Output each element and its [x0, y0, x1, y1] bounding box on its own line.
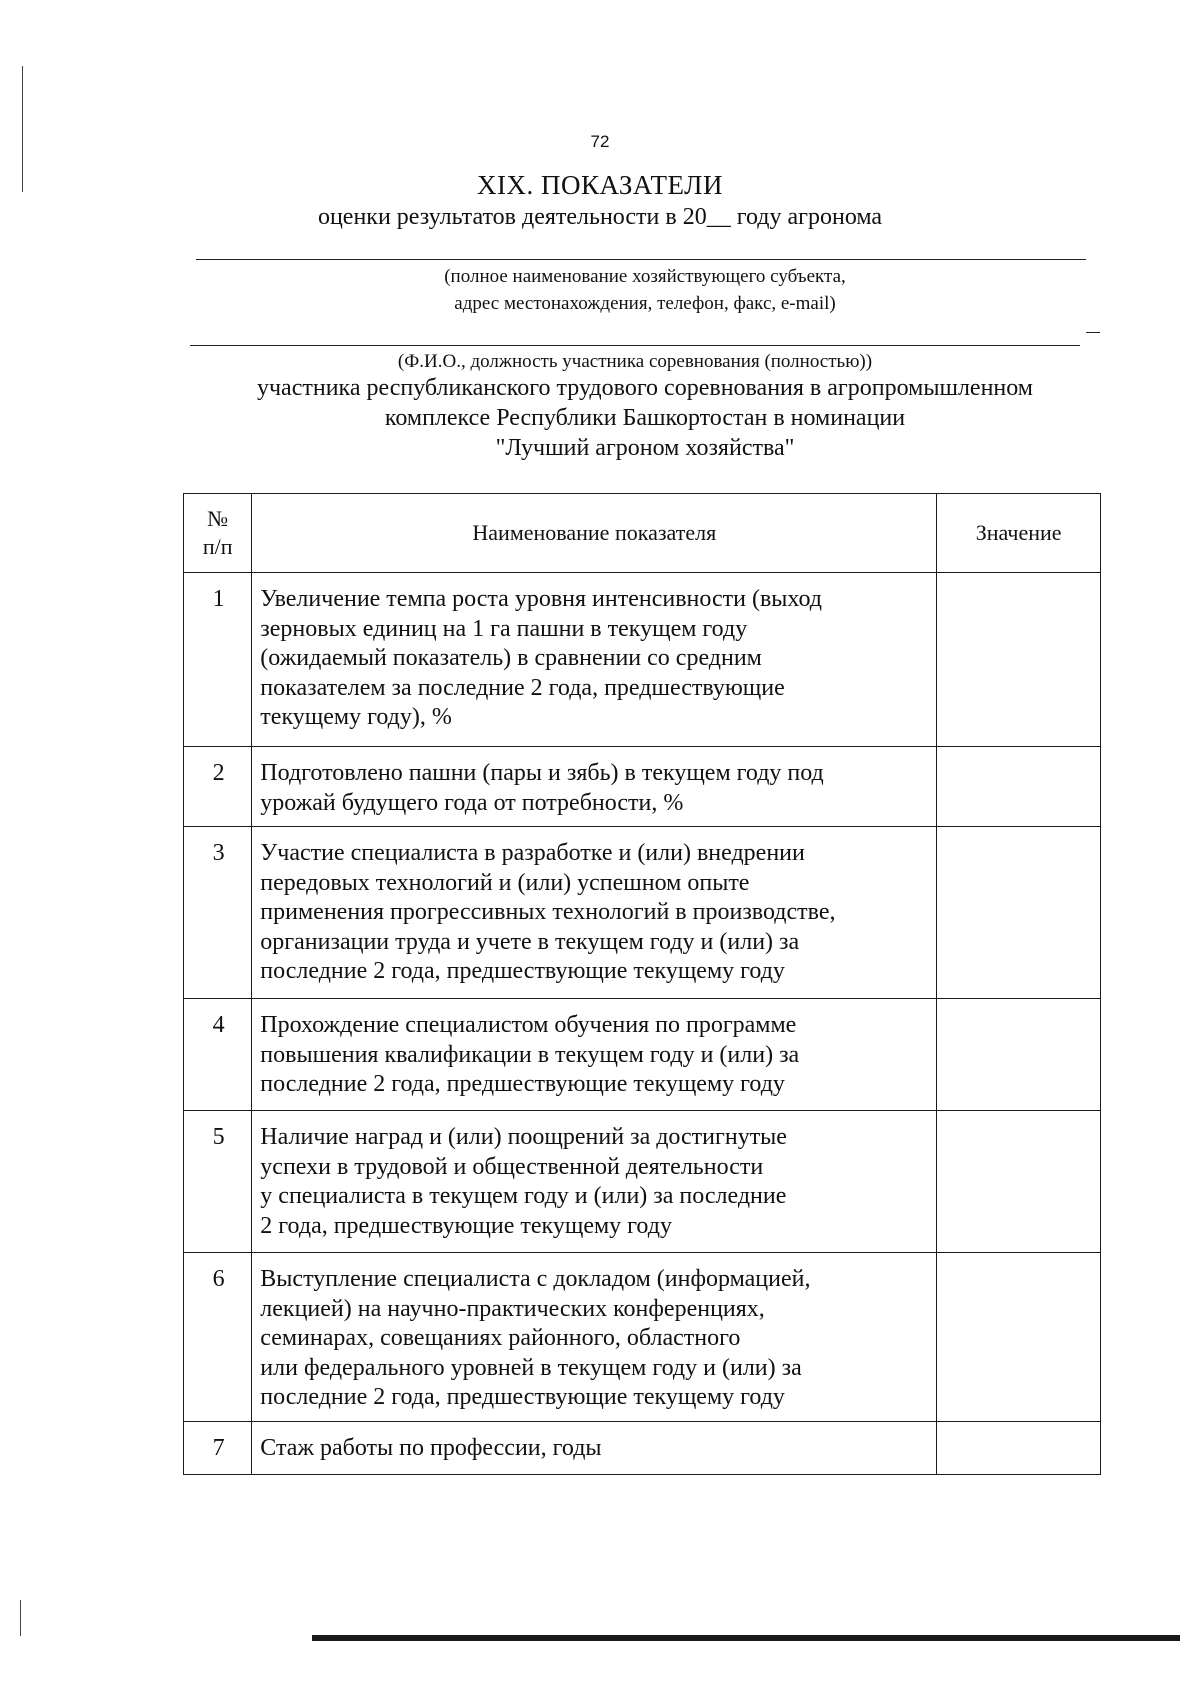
document-title: XIX. ПОКАЗАТЕЛИ — [477, 170, 723, 200]
indicator-text-line: (ожидаемый показатель) в сравнении со средним — [260, 645, 762, 671]
indicator-text-line: у специалиста в текущем году и (или) за последние — [260, 1183, 787, 1209]
indicator-text-line: Прохождение специалистом обучения по программе — [260, 1012, 797, 1038]
table-row — [184, 827, 1101, 999]
row-number: 7 — [184, 1421, 252, 1474]
fio-note: (Ф.И.О., должность участника соревнования (полностью)) — [397, 351, 873, 372]
indicator-text-line: Подготовлено пашни (пары и зябь) в текущем году под — [260, 760, 824, 786]
indicator-value-cell[interactable] — [937, 573, 1101, 747]
indicator-value-cell[interactable] — [937, 999, 1101, 1111]
indicator-text-line: применения прогрессивных технологий в производстве, — [260, 899, 836, 925]
table-row — [184, 573, 1101, 747]
org-note-line-2: адрес местонахождения, телефон, факс, e-mail) — [454, 293, 836, 314]
row-number: 3 — [184, 827, 252, 999]
page-number: 72 — [590, 132, 610, 151]
indicator-text-line: показателем за последние 2 года, предшествующие — [260, 674, 785, 701]
table-row — [184, 747, 1101, 827]
indicator-name — [252, 573, 937, 747]
org-note-line-1: (полное наименование хозяйствующего субъекта, — [444, 266, 846, 287]
indicator-value-cell[interactable] — [937, 1421, 1101, 1474]
indicator-text-line: передовых технологий и (или) успешном опыте — [260, 869, 750, 896]
indicator-name — [252, 1421, 937, 1474]
row-number: 5 — [184, 1111, 252, 1253]
table-row — [184, 1253, 1101, 1422]
indicator-text-line: Увеличение темпа роста уровня интенсивности (выход — [260, 586, 823, 612]
participant-line-1: участника республиканского трудового соревнования в агропромышленном — [256, 375, 1033, 401]
footer-rule — [312, 1635, 1180, 1641]
indicator-text-line: Стаж работы по профессии, годы — [260, 1434, 602, 1461]
indicator-text-line: текущему году), % — [260, 704, 452, 730]
indicator-name — [252, 999, 937, 1111]
indicator-name — [252, 1111, 937, 1253]
row-number: 4 — [184, 999, 252, 1111]
indicator-text-line: зерновых единиц на 1 га пашни в текущем году — [260, 615, 748, 642]
indicator-value-cell[interactable] — [937, 1111, 1101, 1253]
indicator-name — [252, 1253, 937, 1422]
indicator-text-line: успехи в трудовой и общественной деятельности — [260, 1153, 764, 1180]
indicator-name — [252, 827, 937, 999]
participant-line-2: комплексе Республики Башкортостан в номинации — [384, 405, 906, 431]
indicators-table — [183, 493, 1101, 1475]
fio-blank-line-tail — [1086, 332, 1100, 333]
row-number: 6 — [184, 1253, 252, 1422]
indicator-text-line: Наличие наград и (или) поощрений за достигнутые — [260, 1124, 787, 1150]
indicator-text-line: последние 2 года, предшествующие текущему году — [260, 958, 785, 984]
document-subtitle: оценки результатов деятельности в 20__ году агронома — [317, 204, 883, 230]
header-number-symbol: № — [207, 506, 229, 531]
header-value: Значение — [937, 494, 1101, 573]
indicator-value-cell[interactable] — [937, 827, 1101, 999]
indicator-text-line: последние 2 года, предшествующие текущему году — [260, 1071, 785, 1097]
participant-line-3: "Лучший агроном хозяйства" — [495, 435, 795, 461]
indicator-text-line: организации труда и учете в текущем году и (или) за — [260, 928, 800, 955]
indicator-text-line: или федерального уровней в текущем году и (или) за — [260, 1354, 802, 1381]
indicator-name — [252, 747, 937, 827]
scan-margin-mark — [20, 1600, 21, 1636]
indicator-value-cell[interactable] — [937, 747, 1101, 827]
indicator-text-line: 2 года, предшествующие текущему году — [260, 1212, 672, 1239]
table-row — [184, 999, 1101, 1111]
indicator-text-line: лекцией) на научно-практических конференциях, — [260, 1295, 765, 1322]
indicator-text-line: Участие специалиста в разработке и (или) внедрении — [260, 840, 805, 866]
header-number — [184, 494, 252, 573]
indicator-text-line: урожай будущего года от потребности, % — [260, 789, 684, 816]
indicator-text-line: Выступление специалиста с докладом (информацией, — [260, 1266, 811, 1292]
indicator-value-cell[interactable] — [937, 1253, 1101, 1422]
header-number-abbr: п/п — [202, 534, 233, 559]
header-indicator-name: Наименование показателя — [252, 494, 937, 573]
table-row — [184, 1421, 1101, 1474]
row-number: 2 — [184, 747, 252, 827]
indicator-text-line: повышения квалификации в текущем году и (или) за — [260, 1041, 800, 1068]
indicator-text-line: семинарах, совещаниях районного, областного — [260, 1325, 741, 1351]
table-row — [184, 1111, 1101, 1253]
table-header-row — [184, 494, 1101, 573]
row-number: 1 — [184, 573, 252, 747]
indicator-text-line: последние 2 года, предшествующие текущему году — [260, 1384, 785, 1410]
fio-blank-line — [190, 345, 1080, 346]
org-name-blank-line — [196, 259, 1086, 260]
